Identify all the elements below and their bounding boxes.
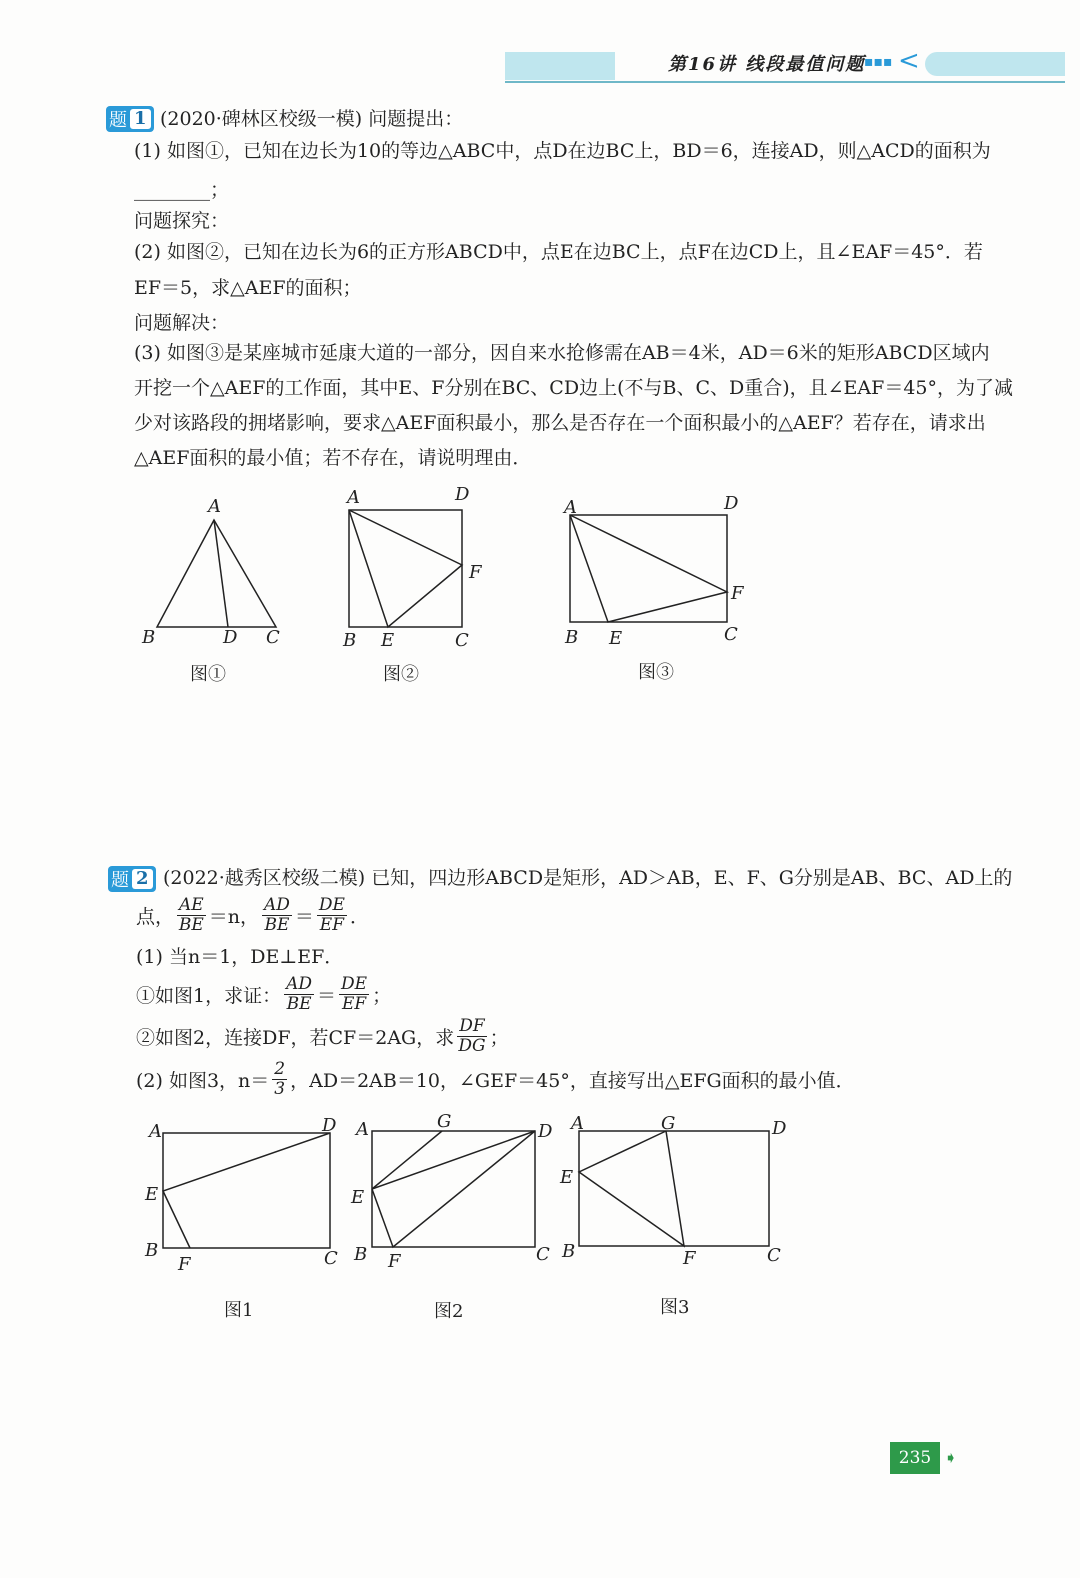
denominator: DG — [458, 1036, 486, 1056]
p1-heading: 问题解决： — [134, 312, 230, 334]
problem-2-title: (2022·越秀区校级二模) 已知，四边形ABCD是矩形，AD＞AB，E、F、G分别是AB、BC、AD上的 — [163, 867, 1013, 889]
text: ①如图1，求证： — [136, 985, 282, 1007]
label-E: E — [381, 630, 395, 651]
figure-caption: 图③ — [638, 662, 674, 683]
text: ． — [349, 906, 369, 928]
text: ②如图2，连接DF，若CF＝2AG，求 — [136, 1027, 455, 1049]
label-B: B — [562, 1241, 576, 1262]
label-A: A — [564, 497, 577, 518]
label-D: D — [455, 484, 470, 505]
answer-blank: ________； — [134, 179, 230, 201]
label-B: B — [142, 627, 156, 648]
label-B: B — [145, 1240, 159, 1261]
fig3-rect — [570, 515, 727, 622]
p1-heading: 问题探究： — [134, 210, 230, 232]
text: ； — [372, 985, 392, 1007]
figure-caption: 图1 — [224, 1300, 254, 1321]
fraction — [339, 975, 369, 1014]
p2-fig3-lines — [579, 1131, 684, 1246]
text: ＝n， — [208, 906, 259, 928]
figure-caption: 图② — [383, 664, 419, 685]
fraction — [262, 896, 292, 935]
denominator: BE — [264, 915, 290, 935]
fraction — [457, 1017, 486, 1056]
numerator: AE — [179, 895, 204, 915]
figure-caption: 图① — [190, 664, 226, 685]
p2-line: (1) 当n＝1，DE⊥EF． — [136, 946, 344, 968]
label-F: F — [683, 1248, 696, 1269]
problem-1-title: (2020·碑林区校级一模) 问题提出： — [160, 108, 464, 130]
p2-fig2-lines — [372, 1131, 535, 1247]
label-G: G — [437, 1111, 452, 1132]
label-D: D — [322, 1115, 337, 1136]
label-C: C — [767, 1245, 781, 1266]
p2-fig2-rect — [372, 1131, 535, 1247]
badge-prefix: 题 — [109, 110, 127, 131]
numerator: 2 — [274, 1059, 286, 1079]
p1-line: (3) 如图③是某座城市延康大道的一部分，因自来水抢修需在AB＝4米，AD＝6米的矩形ABCD区域内 — [134, 342, 990, 364]
fraction — [317, 896, 347, 935]
text: 点， — [136, 906, 175, 928]
p2-fig1-lines — [163, 1133, 330, 1248]
label-A: A — [356, 1119, 369, 1140]
label-D: D — [223, 627, 238, 648]
fig3-triangle-AEF — [570, 515, 727, 622]
label-A: A — [149, 1121, 162, 1142]
denominator: EF — [341, 994, 367, 1014]
label-C: C — [536, 1244, 550, 1265]
fig2-square — [349, 510, 462, 627]
text: ＝ — [294, 906, 314, 928]
page-number: 235 — [890, 1442, 940, 1474]
denominator: EF — [319, 915, 345, 935]
label-D: D — [538, 1121, 553, 1142]
badge-number: 1 — [130, 109, 151, 129]
denominator: 3 — [274, 1079, 286, 1099]
badge-number: 2 — [132, 869, 153, 889]
label-B: B — [354, 1244, 368, 1265]
label-F: F — [388, 1251, 401, 1272]
p2-line-part2 — [136, 1060, 855, 1099]
problem-2-badge — [108, 866, 156, 892]
label-B: B — [565, 627, 579, 648]
numerator: AD — [263, 895, 290, 915]
numerator: AD — [286, 974, 313, 994]
text: ，AD＝2AB＝10，∠GEF＝45°，直接写出△EFG面积的最小值． — [290, 1070, 855, 1092]
text: ＝ — [317, 985, 337, 1007]
label-F: F — [469, 562, 482, 583]
fraction — [177, 896, 206, 935]
label-B: B — [343, 630, 357, 651]
p1-line: △AEF面积的最小值；若不存在，请说明理由． — [134, 447, 532, 469]
text: ； — [489, 1027, 509, 1049]
label-E: E — [351, 1187, 365, 1208]
label-C: C — [724, 624, 738, 645]
label-C: C — [266, 627, 280, 648]
p1-line: 开挖一个△AEF的工作面，其中E、F分别在BC、CD边上(不与B、C、D重合)，且∠EAF＝45°，为了减 — [134, 377, 1013, 399]
label-C: C — [324, 1248, 338, 1269]
fraction — [272, 1060, 287, 1099]
label-C: C — [455, 630, 469, 651]
text: (2) 如图3，n＝ — [136, 1070, 270, 1092]
label-A: A — [208, 496, 221, 517]
fraction — [284, 975, 314, 1014]
p2-fig3-rect — [579, 1131, 769, 1246]
numerator: DE — [341, 974, 368, 994]
label-G: G — [661, 1113, 676, 1134]
p2-fig1-rect — [163, 1133, 330, 1248]
label-A: A — [571, 1113, 584, 1134]
numerator: DF — [459, 1016, 485, 1036]
p2-line-ratios — [136, 896, 369, 935]
p1-line: (2) 如图②，已知在边长为6的正方形ABCD中，点E在边BC上，点F在边CD上，且∠EAF＝45°．若 — [134, 241, 983, 263]
chevron-left-icon: < — [898, 46, 920, 76]
label-E: E — [560, 1167, 574, 1188]
p2-line-proof — [136, 975, 391, 1014]
p2-line-df — [136, 1017, 509, 1056]
p1-line: 少对该路段的拥堵影响，要求△AEF面积最小，那么是否存在一个面积最小的△AEF？若存在，请求出 — [134, 412, 986, 434]
figure-caption: 图3 — [660, 1297, 690, 1318]
plug-icon: ➧ — [944, 1448, 958, 1467]
fig1-segment-AD — [214, 520, 228, 627]
label-D: D — [772, 1118, 787, 1139]
label-E: E — [609, 628, 623, 649]
badge-prefix: 题 — [111, 870, 129, 891]
denominator: BE — [286, 994, 312, 1014]
header-dots: ▪▪▪ — [864, 54, 893, 70]
label-A: A — [347, 487, 360, 508]
label-F: F — [731, 583, 744, 604]
label-D: D — [724, 493, 739, 514]
p1-line: (1) 如图①，已知在边长为10的等边△ABC中，点D在边BC上，BD＝6，连接AD，则△ACD的面积为 — [134, 140, 991, 162]
numerator: DE — [318, 895, 345, 915]
label-F: F — [178, 1254, 191, 1275]
chapter-title: 第16讲 线段最值问题 — [668, 54, 866, 75]
p1-line: EF＝5，求△AEF的面积； — [134, 277, 362, 299]
label-E: E — [145, 1184, 159, 1205]
denominator: BE — [178, 915, 204, 935]
fig2-triangle-AEF — [349, 510, 462, 627]
figure-caption: 图2 — [434, 1301, 464, 1322]
